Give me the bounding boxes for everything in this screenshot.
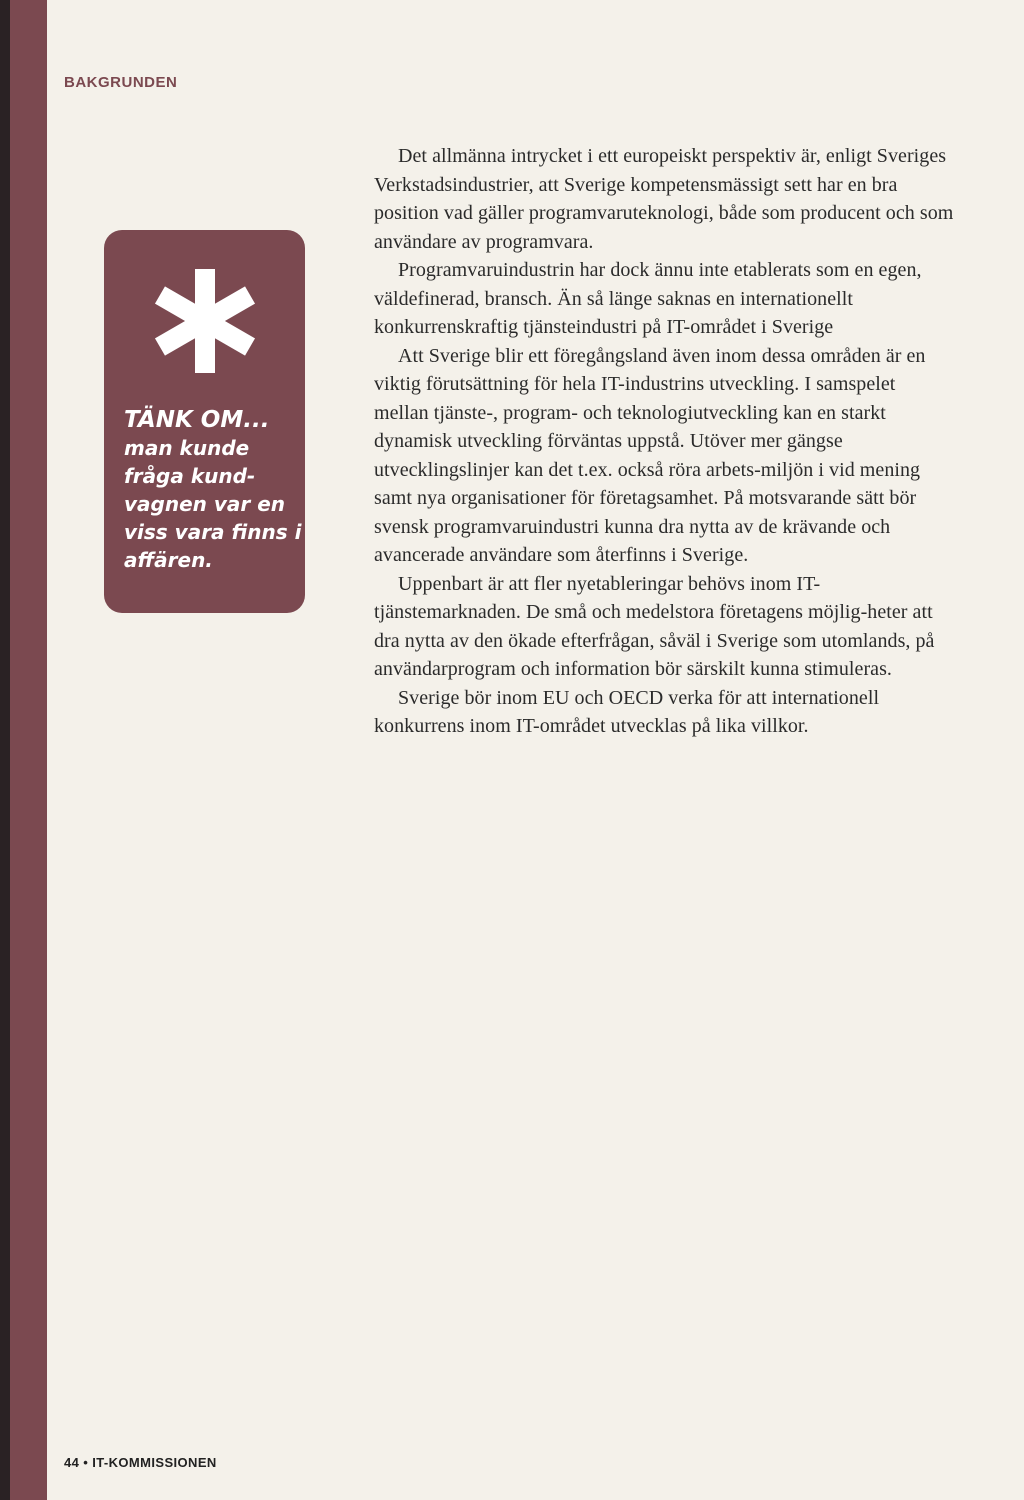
asterisk-icon [150,266,260,376]
callout-title: TÄNK OM... [124,407,270,433]
margin-color-bar [10,0,47,1500]
section-label: BAKGRUNDEN [64,74,178,91]
callout-body: man kunde fråga kund-vagnen var en viss vara finns i affären. [124,436,302,572]
body-paragraph: Det allmänna intrycket i ett europeiskt perspektiv är, enligt Sveriges Verkstadsindustrier, att Sverige kompetensmässigt sett har en bra position vad gäller programvaruteknologi, både som producent och som användare av programvara. [374,145,954,253]
callout-box [104,230,305,613]
body-paragraph: Programvaruindustrin har dock ännu inte etablerats som en egen, väldefinerad, bransch. Än så länge saknas en internationellt konkurrenskraftig tjänsteindustri på IT-området i Sverige [374,259,922,338]
body-paragraph: Uppenbart är att fler nyetableringar behövs inom IT-tjänstemarknaden. De små och medelstora företagens möjlig-heter att dra nytta av den ökade efterfrågan, såväl i Sverige som utomlands, på användarprogram och information bör särskilt kunna stimuleras. [374,572,935,680]
page-edge [0,0,10,1500]
page-footer: 44 • IT-KOMMISSIONEN [64,1455,217,1470]
callout-text [124,406,302,574]
body-paragraph: Sverige bör inom EU och OECD verka för att internationell konkurrens inom IT-området utvecklas på lika villkor. [374,686,880,737]
body-text [374,142,954,741]
body-paragraph: Att Sverige blir ett föregångsland även inom dessa områden är en viktig förutsättning för hela IT-industrins utveckling. I samspelet mellan tjänste-, program- och teknologiutveckling kan en starkt dynamisk utveckling förväntas uppstå. Utöver mer gängse utvecklingslinjer kan det t.ex. också röra arbets-miljön i vid mening samt nya organisationer för företagsamhet. På motsvarande sätt bör svensk programvaruindustri kunna dra nytta av de krävande och avancerade användare som återfinns i Sverige. [374,344,926,566]
